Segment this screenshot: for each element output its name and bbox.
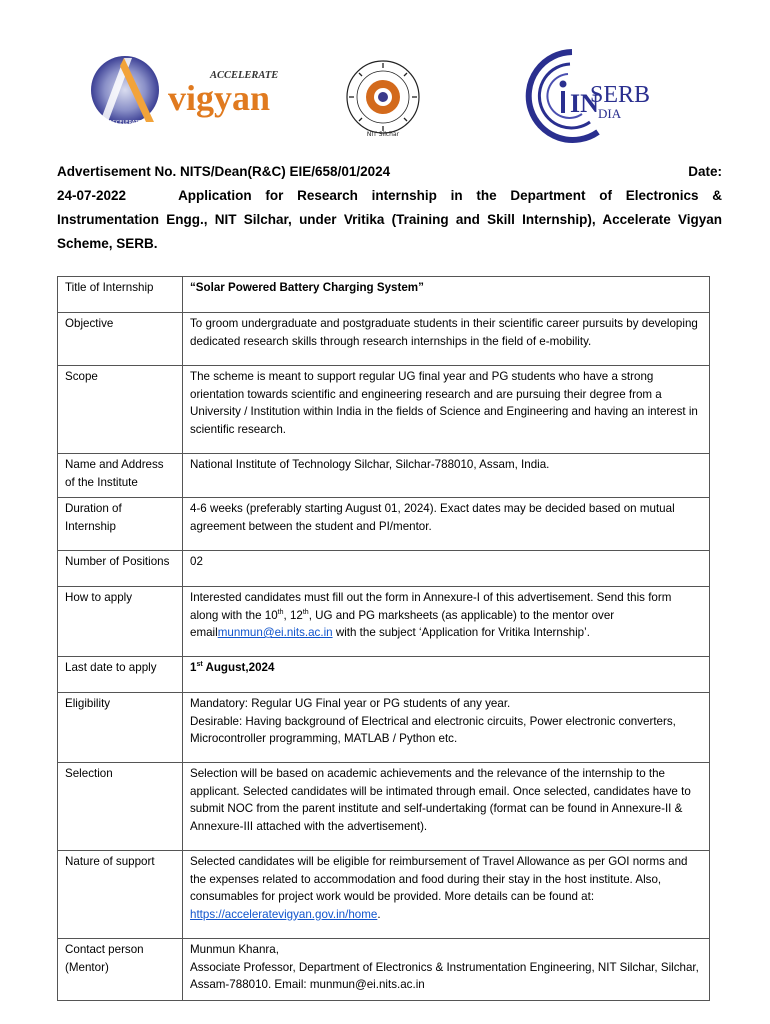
svg-text:ACCELERATE: ACCELERATE [210, 70, 279, 81]
internship-title: “Solar Powered Battery Charging System” [183, 277, 710, 313]
row-label: Objective [58, 313, 183, 366]
svg-text:DIA: DIA [598, 106, 622, 121]
title-line-2: Instrumentation Engg., NIT Silchar, under Vritika (Training and Skill Internship), Accelerate Vigyan [57, 212, 722, 227]
scope-text: The scheme is meant to support regular UG final year and PG students who have a strong orientation towards scientific and engineering research and are pursuing their degree from a University / Institution within India in the fields of Science and Engineering and having an interest in scientific research. [183, 366, 710, 454]
svg-text:vigyan: vigyan [168, 78, 271, 118]
nit-silchar-seal [343, 57, 423, 137]
selection-text: Selection will be based on academic achievements and the relevance of the internship to the applicant. Selected candidates will be intimated through email. Once selected, candidates have to submit NOC from the parent institute and self-undertaking (format can be found in Annexure-II & Annexure-III attached with the advertisement). [183, 763, 710, 851]
eligibility-text [183, 693, 710, 763]
eligibility-mandatory: Mandatory: Regular UG Final year or PG students of any year. [190, 697, 511, 710]
date-label: Date: [688, 164, 722, 179]
table-row [58, 851, 710, 939]
table-row [58, 366, 710, 454]
table-row [58, 693, 710, 763]
superscript: th [302, 608, 309, 616]
mentor-details: Associate Professor, Department of Electronics & Instrumentation Engineering, NIT Silchar, Silchar, Assam-788010. Email: munmun@ei.nits.ac.in [190, 960, 699, 991]
table-row [58, 277, 710, 313]
row-label: Last date to apply [58, 657, 183, 693]
row-label: Scope [58, 366, 183, 454]
table-row [58, 551, 710, 587]
support-text [183, 851, 710, 939]
header-line-2 [57, 184, 722, 208]
apply-text-part: with the subject ‘Application for Vritika Internship’. [332, 626, 590, 639]
support-text-part: . [377, 907, 381, 921]
apply-text-part: , UG and PG marksheets (as applicable) to the mentor over email [190, 608, 615, 639]
table-row [58, 657, 710, 693]
superscript: th [277, 608, 284, 616]
superscript: st [196, 661, 203, 669]
support-text-part: Selected candidates will be eligible for reimbursement of Travel Allowance as per GOI norms and the expenses related to accommodation and food during their stay in the host institute. Also, consumables for project work would be provided. More details can be found at: [190, 855, 688, 903]
contact-text [183, 939, 710, 1001]
advertisement-header [57, 160, 722, 256]
internship-details-table [57, 276, 710, 1001]
positions-text: 02 [183, 551, 710, 587]
last-date-month: August,2024 [202, 661, 275, 674]
row-label: Selection [58, 763, 183, 851]
apply-text-part: , 12 [283, 608, 303, 622]
apply-text-part: Interested candidates must fill out the form in Annexure-I of this advertisement. Send this form along with the 10 [190, 591, 672, 622]
last-date-text [183, 657, 710, 693]
institute-text: National Institute of Technology Silchar, Silchar-788010, Assam, India. [183, 454, 710, 498]
accelerate-vigyan-logo [88, 52, 280, 132]
how-to-apply-text [183, 587, 710, 657]
row-label: Name and Address of the Institute [58, 454, 183, 498]
row-label: Nature of support [58, 851, 183, 939]
svg-text:NIT Silchar: NIT Silchar [366, 131, 400, 137]
eligibility-desirable: Desirable: Having background of Electrical and electronic circuits, Power electronic converters, Microcontroller programming, MATLAB / Python etc. [190, 714, 676, 745]
row-label: How to apply [58, 587, 183, 657]
row-label: Number of Positions [58, 551, 183, 587]
svg-text:ACCELERATE: ACCELERATE [109, 120, 141, 126]
accelerate-vigyan-link[interactable]: https://acceleratevigyan.gov.in/home [190, 907, 378, 921]
logo-bar [0, 0, 770, 150]
row-label: Contact person (Mentor) [58, 939, 183, 1001]
table-row [58, 498, 710, 551]
advertisement-number: Advertisement No. NITS/Dean(R&C) EIE/658/01/2024 [57, 164, 391, 179]
row-label: Eligibility [58, 693, 183, 763]
table-row [58, 454, 710, 498]
svg-text:IN: IN [570, 89, 599, 118]
table-row [58, 763, 710, 851]
title-line-1: Application for Research internship in the Department of Electronics & [178, 188, 722, 203]
header-line-1 [57, 160, 722, 184]
table-row [58, 587, 710, 657]
duration-text: 4-6 weeks (preferably starting August 01, 2024). Exact dates may be decided based on mutual agreement between the student and PI/mentor. [183, 498, 710, 551]
date-value: 24-07-2022 [57, 188, 127, 203]
last-date-day: 1 [190, 661, 197, 674]
mentor-email-link[interactable]: munmun@ei.nits.ac.in [217, 626, 333, 639]
row-label: Title of Internship [58, 277, 183, 313]
serb-india-logo [520, 44, 670, 144]
svg-text:SERB: SERB [590, 82, 651, 108]
title-line-3: Scheme, SERB. [57, 236, 158, 251]
row-label: Duration of Internship [58, 498, 183, 551]
table-row [58, 939, 710, 1001]
objective-text: To groom undergraduate and postgraduate students in their scientific career pursuits by developing dedicated research skills through research internships in the field of e-mobility. [183, 313, 710, 366]
table-row [58, 313, 710, 366]
mentor-name: Munmun Khanra, [190, 943, 279, 956]
